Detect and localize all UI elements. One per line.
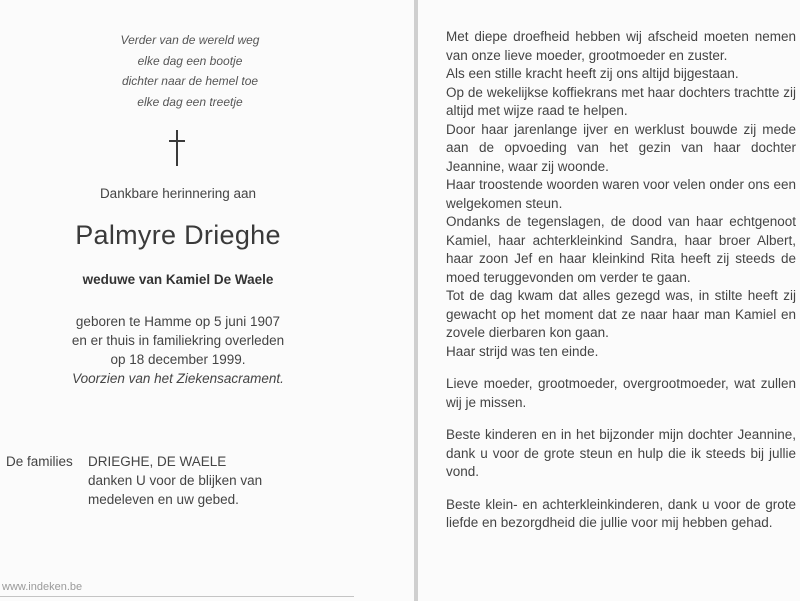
poem-line: elke dag een treetje bbox=[137, 94, 243, 109]
poem-line: dichter naar de hemel toe bbox=[121, 74, 259, 88]
paragraph: Beste kinderen en in het bijzonder mijn dochter Jeannine, dank u voor de grote steun en hulp die ik steeds bij jullie vond. bbox=[446, 427, 796, 479]
life-details bbox=[0, 312, 356, 388]
paragraph: Met diepe droefheid hebben wij afscheid moeten nemen van onze lieve moeder, grootmoeder en zuster. bbox=[446, 29, 796, 63]
paragraph: Tot de dag kwam dat alles gezegd was, in stilte heeft zij gewacht op het moment dat ze naar haar man Kamiel en zovele dierbaren kon gaan. bbox=[446, 288, 796, 340]
widow-of: weduwe van Kamiel De Waele bbox=[82, 272, 274, 287]
remembrance-heading: Dankbare herinnering aan bbox=[99, 186, 257, 201]
deceased-name: Palmyre Drieghe bbox=[75, 220, 281, 250]
thanks-line: danken U voor de blijken van bbox=[88, 473, 263, 488]
memorial-text bbox=[446, 28, 796, 533]
paragraph: Beste klein- en achterkleinkinderen, dank u voor de grote liefde en bezorgdheid die jullie voor mij hebben gehad. bbox=[446, 496, 796, 530]
watermark: www.indeken.be bbox=[2, 581, 83, 593]
poem-line: Verder van de wereld weg bbox=[120, 33, 260, 47]
death-line: en er thuis in familiekring overleden bbox=[71, 333, 285, 348]
families-thanks bbox=[88, 471, 262, 509]
death-date: op 18 december 1999. bbox=[110, 352, 246, 367]
divider bbox=[0, 596, 354, 597]
latin-cross-icon bbox=[168, 130, 186, 166]
birth-line: geboren te Hamme op 5 juni 1907 bbox=[75, 314, 281, 329]
paragraph: Ondanks de tegenslagen, de dood van haar echtgenoot Kamiel, haar achterkleinkind Sandra, haar broer Albert, haar zoon Jef en haar kleinkind Rita heeft zij steeds de moed teruggevonden om verder te gaan. bbox=[446, 214, 796, 285]
paragraph: Lieve moeder, grootmoeder, overgrootmoeder, wat zullen wij je missen. bbox=[446, 376, 796, 410]
paragraph: Op de wekelijkse koffiekrans met haar dochters trachtte zij altijd met wijze raad te helpen. bbox=[446, 84, 796, 118]
poem-line: elke dag een bootje bbox=[137, 53, 243, 68]
paragraph: Haar troostende woorden waren voor velen onder ons een welgekomen steun. bbox=[446, 177, 796, 211]
paragraph: Als een stille kracht heeft zij ons altijd bijgestaan. bbox=[446, 66, 739, 81]
families-label: De families bbox=[6, 454, 73, 469]
poem bbox=[0, 30, 380, 112]
paragraph: Door haar jarenlange ijver en werklust bouwde zij mede aan de opvoeding van het gezin van haar dochter Jeannine, waar zij woonde. bbox=[446, 121, 796, 174]
paragraph: Haar strijd was ten einde. bbox=[446, 343, 599, 359]
sacrament-line: Voorzien van het Ziekensacrament. bbox=[72, 371, 284, 386]
families-names: DRIEGHE, DE WAELE bbox=[88, 454, 227, 469]
thanks-line: medeleven en uw gebed. bbox=[88, 492, 239, 507]
